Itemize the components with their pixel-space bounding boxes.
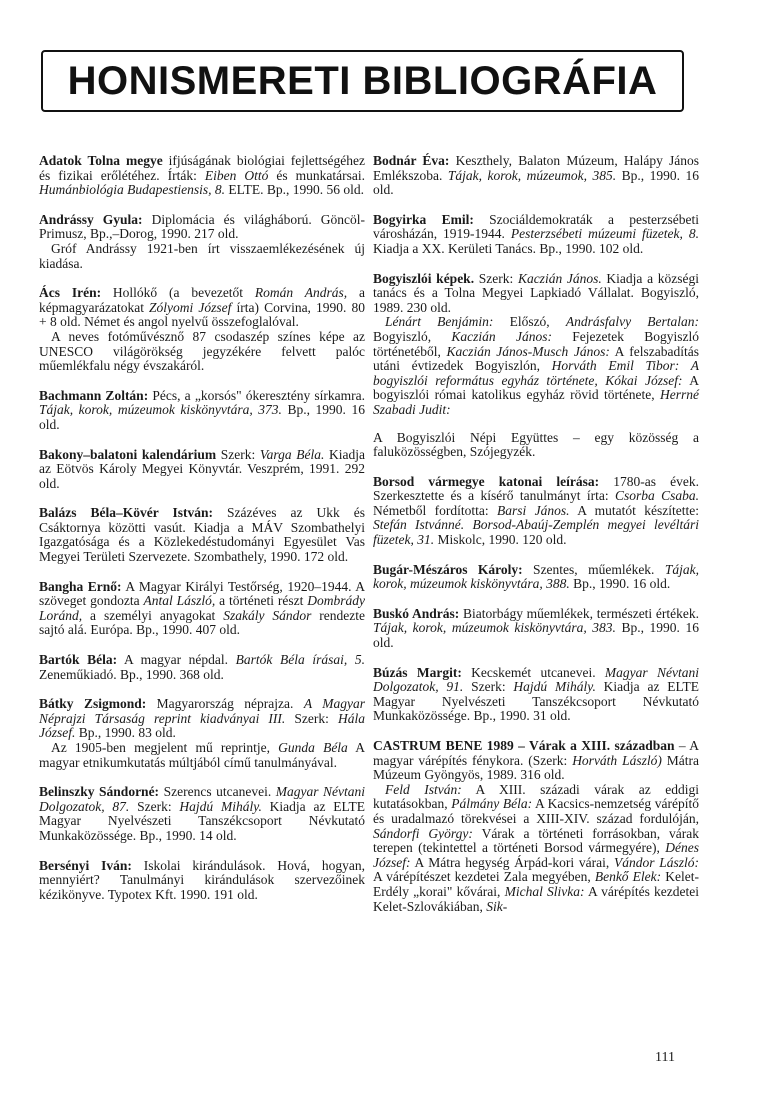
entry-italic: Gunda Béla [278, 740, 348, 755]
entry-italic: Hajdú Mihály. [513, 679, 596, 695]
entry-paragraph [39, 653, 365, 682]
entry-text: Bogyiszló, [373, 328, 452, 344]
entry-italic: Dombrády Loránd, [39, 593, 366, 623]
entry-italic: Hála József. [39, 710, 365, 741]
entry-annotation [373, 431, 699, 460]
entry-author: Bodnár Éva: [373, 153, 450, 168]
bibliography-entry [373, 272, 699, 460]
entry-text: a képmagyarázatokat [39, 285, 365, 315]
entry-text: Az 1905-ben megjelent mű reprintje, [51, 740, 279, 755]
bibliography-entry [39, 213, 365, 271]
entry-paragraph [39, 506, 365, 564]
entry-paragraph [373, 607, 699, 651]
entry-text: Gróf Andrássy 1921-ben írt visszaemlékezésének új kiadása. [39, 240, 365, 271]
entry-text: Bp., 1990. 16 old. [373, 620, 699, 651]
entry-italic: Magyar Névtani Dolgozatok, 87. [39, 784, 365, 814]
entry-italic: Dénes József: [373, 840, 699, 870]
bibliography-entry [39, 697, 365, 770]
entry-text: Bp., 1990. 16 old. [39, 402, 365, 432]
entry-italic: Pálmány Béla: [451, 796, 533, 812]
entry-italic: Tájak, korok, múzeumok kiskönyvtára, 388. [373, 561, 699, 592]
entry-italic: Pesterzsébeti múzeumi füzetek, 8. [510, 226, 699, 242]
entry-text: Miskolc, 1990. 120 old. [434, 532, 567, 548]
entry-text: rendezte sajtó alá. Európa. Bp., 1990. 407 old. [39, 607, 365, 638]
entry-text: Szociáldemokraták a pesterzsébeti városházán, 1919-1944. [373, 211, 699, 242]
right-column [373, 154, 699, 929]
bibliography-entry [39, 785, 365, 843]
entry-paragraph [39, 859, 365, 903]
entry-text: Kiadja a községi tanács és a Tolna Megyei Lapkiadó Vállalat. Bogyiszló, 1989. 230 old. [373, 270, 700, 315]
entry-text: Pécs, a „korsós" ókeresztény sírkamra. [148, 387, 365, 403]
entry-italic: Antal László, [143, 593, 216, 609]
entry-text: Fejezetek Bogyiszló történetéből, [373, 328, 699, 359]
entry-text: A Magyar Királyi Testőrség, 1920–1944. A szöveget gondozta [39, 578, 365, 609]
entry-text: Mátra Múzeum Gyöngyös, 1989. 316 old. [373, 752, 700, 783]
entry-italic: Herrné Szabadi Judit: [373, 387, 699, 417]
entry-author: Bachmann Zoltán: [39, 387, 149, 403]
entry-text: 1780-as évek. Szerkesztette és a kísérő tanulmányt írta: [373, 473, 699, 504]
entry-italic: Szakály Sándor [223, 607, 312, 623]
title-frame [41, 50, 684, 112]
bibliography-entry [39, 653, 365, 682]
entry-text: Kiadja a XX. Kerületi Tanács. Bp., 1990. 102 old. [373, 240, 644, 256]
entry-text: Magyarország néprajza. [146, 696, 304, 712]
entry-text: a személyi anyagokat [82, 607, 224, 623]
entry-italic: Csorba Csaba. [615, 488, 699, 504]
entry-italic: Tájak, korok, múzeumok kiskönyvtára, 383. [373, 620, 616, 636]
entry-paragraph [39, 697, 365, 741]
entry-text: Százéves az Ukk és Csáktornya közötti vasút. Kiadja a MÁV Szombathelyi Igazgatósága és a Közlekedéstudományi Egyesület Vas Megyei Területi Szervezete. Szombathely, 1990. 172 old. [39, 505, 365, 565]
entry-italic: Benkő Elek: [594, 869, 662, 885]
entry-text: Kiadja az ELTE Magyar Nyelvészeti Tanszékcsoport Névkutató Munkaközössége. Bp., 1990. 31 old. [373, 679, 699, 724]
entry-text: Szerk: [129, 798, 180, 814]
entry-italic: Eiben Ottó [204, 167, 269, 183]
entry-text: Előszó, [493, 314, 566, 330]
entry-italic: Barsi János. [497, 502, 570, 518]
entry-text: Biatorbágy műemlékek, természeti értékek. [459, 605, 699, 621]
bibliography-entry [39, 859, 365, 903]
entry-italic: Kaczián János. [517, 270, 602, 286]
bibliography-entry [39, 506, 365, 564]
entry-text: Diplomácia és világháború. Göncöl-Primusz, Bp.,–Dorog, 1990. 217 old. [39, 211, 365, 242]
entry-text: ifjúságának biológiai fejlettségéhez és fizikai erőlétéhez. Írták: [39, 153, 365, 183]
entry-paragraph [39, 389, 365, 433]
entry-italic: Kaczián János: [451, 328, 552, 344]
entry-italic: Stefán Istvánné. Borsod-Abaúj-Zemplén megyei levéltári füzetek, 31. [373, 517, 699, 548]
entry-text: a történeti részt [215, 593, 308, 609]
entry-paragraph [39, 213, 365, 242]
entry-author: Adatok Tolna megye [39, 153, 163, 168]
entry-italic: Andrásfalvy Bertalan: [565, 314, 699, 330]
entry-text: Hollókő (a bevezetőt [101, 285, 255, 301]
entry-text: Bp., 1990. 16 old. [569, 576, 671, 592]
bibliography-entry [373, 563, 699, 592]
entry-author: Balázs Béla–Kövér István: [39, 505, 214, 521]
entry-text: és munkatársai. [268, 167, 365, 183]
entry-text: A Kacsics-nemzetség várépítő és uradalmazó törekvései a XIII-XIV. század fordulóján, [373, 796, 699, 826]
entry-text: A neves fotóművésznő 87 csodaszép színes képe az UNESCO világörökség jegyzékére felvett palóc műemlékfalu négy évszakáról. [39, 328, 365, 374]
entry-annotation [39, 242, 365, 271]
entry-annotation [373, 315, 699, 417]
entry-text: A bogyiszlói római katolikus egyház rövid története, [373, 372, 699, 403]
entry-author: Borsod vármegye katonai leírása: [373, 473, 600, 489]
entry-italic: Magyar Névtani Dolgozatok, 91. [373, 664, 699, 695]
bibliography-entry [373, 213, 699, 257]
entry-text: A felszabadítás utáni évtizedek Bogyiszlón, [373, 343, 699, 374]
entry-italic: Sik- [486, 898, 508, 914]
entry-author: Andrássy Gyula: [39, 211, 143, 227]
entry-italic: Hajdú Mihály. [179, 798, 262, 814]
left-column [39, 154, 365, 917]
entry-author: CASTRUM BENE 1989 – Várak a XIII. században [373, 738, 675, 753]
entry-text: Szentes, műemlékek. [522, 561, 665, 577]
entry-italic: Tájak, korok, múzeumok kiskönyvtára, 373. [39, 402, 282, 418]
entry-text: A Bogyiszlói Népi Együttes – egy közösség a faluközösségben, Szójegyzék. [373, 429, 699, 460]
entry-author: Bangha Ernő: [39, 578, 122, 594]
entry-paragraph [373, 563, 699, 592]
bibliography-entry [373, 666, 699, 724]
entry-italic: A Magyar Néprajzi Társaság reprint kiadványai III. [39, 696, 366, 726]
entry-paragraph [373, 475, 699, 548]
bibliography-entry [373, 739, 699, 914]
entry-text: A magyar etnikumkutatás múltjából című tanulmányával. [39, 740, 365, 770]
entry-text: Várak a történeti forrásokban, várak terepen (tekintettel a történeti Borsod vármegyére), [373, 825, 699, 856]
entry-text: Keszthely, Balaton Múzeum, Halápy János Emlékszoba. [373, 153, 699, 183]
entry-paragraph [39, 580, 365, 638]
entry-author: Bakony–balatoni kalendárium [39, 446, 217, 462]
entry-text: A mutatót készítette: [569, 502, 699, 518]
entry-text: A magyar népdal. [117, 652, 236, 668]
bibliography-entry [373, 475, 699, 548]
entry-italic: Román András, [254, 285, 348, 301]
entry-text: Szerencs utcanevei. [159, 784, 276, 800]
bibliography-entry [373, 607, 699, 651]
entry-italic: Horváth László) [572, 752, 662, 768]
entry-author: Ács Irén: [39, 285, 102, 301]
entry-author: Bersényi Iván: [39, 857, 132, 873]
entry-italic: Michal Slivka: [504, 883, 585, 899]
page-number: 111 [655, 1050, 675, 1065]
entry-text: ELTE. Bp., 1990. 56 old. [225, 182, 365, 198]
entry-text: A várépítés kezdetei Kelet-Szlovákiában, [373, 883, 699, 914]
entry-italic: Horváth Emil Tibor: A bogyiszlói református egyház története, Kókai József: [373, 358, 700, 388]
entry-italic: Sándorfi György: [373, 825, 473, 841]
entry-italic: Varga Béla. [259, 446, 325, 462]
entry-annotation [39, 741, 365, 770]
entry-author: Bartók Béla: [39, 652, 118, 668]
entry-italic: Lénárt Benjámin: [385, 314, 494, 330]
entry-text: Kiadja az Eötvös Károly Megyei Könyvtár. Veszprém, 1991. 292 old. [39, 446, 365, 491]
entry-italic: Vándor László: [614, 854, 699, 870]
entry-text: Kiadja az ELTE Magyar Nyelvészeti Tanszékcsoport Névkutató Munkaközössége. Bp., 1990. 14 old. [39, 798, 365, 843]
entry-text: Szerk: [285, 710, 338, 726]
entry-author: Buskó András: [373, 605, 460, 621]
bibliography-entry [39, 154, 365, 198]
entry-author: Bogyirka Emil: [373, 211, 474, 227]
entry-italic: Kaczián János-Musch János: [446, 343, 610, 359]
entry-text: Szerk: [216, 446, 260, 462]
entry-author: Belinszky Sándorné: [39, 784, 160, 800]
entry-text: Kecskemét utcanevei. [461, 664, 605, 680]
entry-paragraph [373, 272, 699, 316]
entry-paragraph [373, 739, 699, 783]
bibliography-entry [39, 389, 365, 433]
entry-author: Bugár-Mészáros Károly: [373, 561, 523, 577]
entry-paragraph [373, 154, 699, 198]
entry-paragraph [373, 666, 699, 724]
entry-italic: Tájak, korok, múzeumok, 385. [447, 167, 617, 183]
entry-text: Bp., 1990. 16 old. [373, 167, 699, 198]
entry-annotation [373, 783, 699, 914]
entry-paragraph [39, 785, 365, 843]
entry-text: Iskolai kirándulások. Hová, hogyan, mennyiért? Tanulmányi kirándulások szervezőinek kézikönyve. Typotex Kft. 1990. 191 old. [39, 857, 366, 902]
page-title: HONISMERETI BIBLIOGRÁFIA [67, 58, 658, 103]
entry-paragraph [39, 448, 365, 492]
bibliography-entry [39, 580, 365, 638]
entry-text: A XIII. századi várak az eddigi kutatásokban, [373, 781, 699, 812]
entry-text: Németből fordította: [373, 502, 498, 518]
entry-paragraph [39, 286, 365, 330]
entry-annotation [39, 330, 365, 374]
entry-author: Búzás Margit: [373, 664, 462, 680]
entry-paragraph [373, 213, 699, 257]
bibliography-entry [373, 154, 699, 198]
entry-italic: Humánbiológia Budapestiensis, 8. [39, 182, 225, 198]
entry-author: Bogyiszlói képek. [373, 270, 475, 286]
bibliography-entry [39, 448, 365, 492]
entry-text: Kelet-Erdély „korai" kővárai, [373, 869, 699, 899]
entry-italic: Bartók Béla írásai, 5. [235, 652, 365, 668]
entry-text: A várépítészet kezdetei Zala megyében, [373, 869, 595, 885]
entry-text: – A magyar várépítés fénykora. (Szerk: [373, 738, 699, 768]
entry-text: A Mátra hegység Árpád-kori várai, [410, 854, 614, 870]
entry-text: Bp., 1990. 83 old. [75, 725, 176, 741]
entry-text: írta) Corvina, 1990. 80 + 8 old. Német és angol nyelvű összefoglalóval. [39, 299, 365, 330]
entry-text: Szerk: [463, 679, 514, 695]
entry-author: Bátky Zsigmond: [39, 696, 147, 712]
bibliography-entry [39, 286, 365, 374]
entry-italic: Feld István: [385, 781, 462, 797]
entry-paragraph [39, 154, 365, 198]
entry-italic: Zólyomi József [149, 299, 232, 315]
entry-text: Szerk: [474, 270, 518, 286]
entry-text: Zeneműkiadó. Bp., 1990. 368 old. [39, 666, 224, 682]
